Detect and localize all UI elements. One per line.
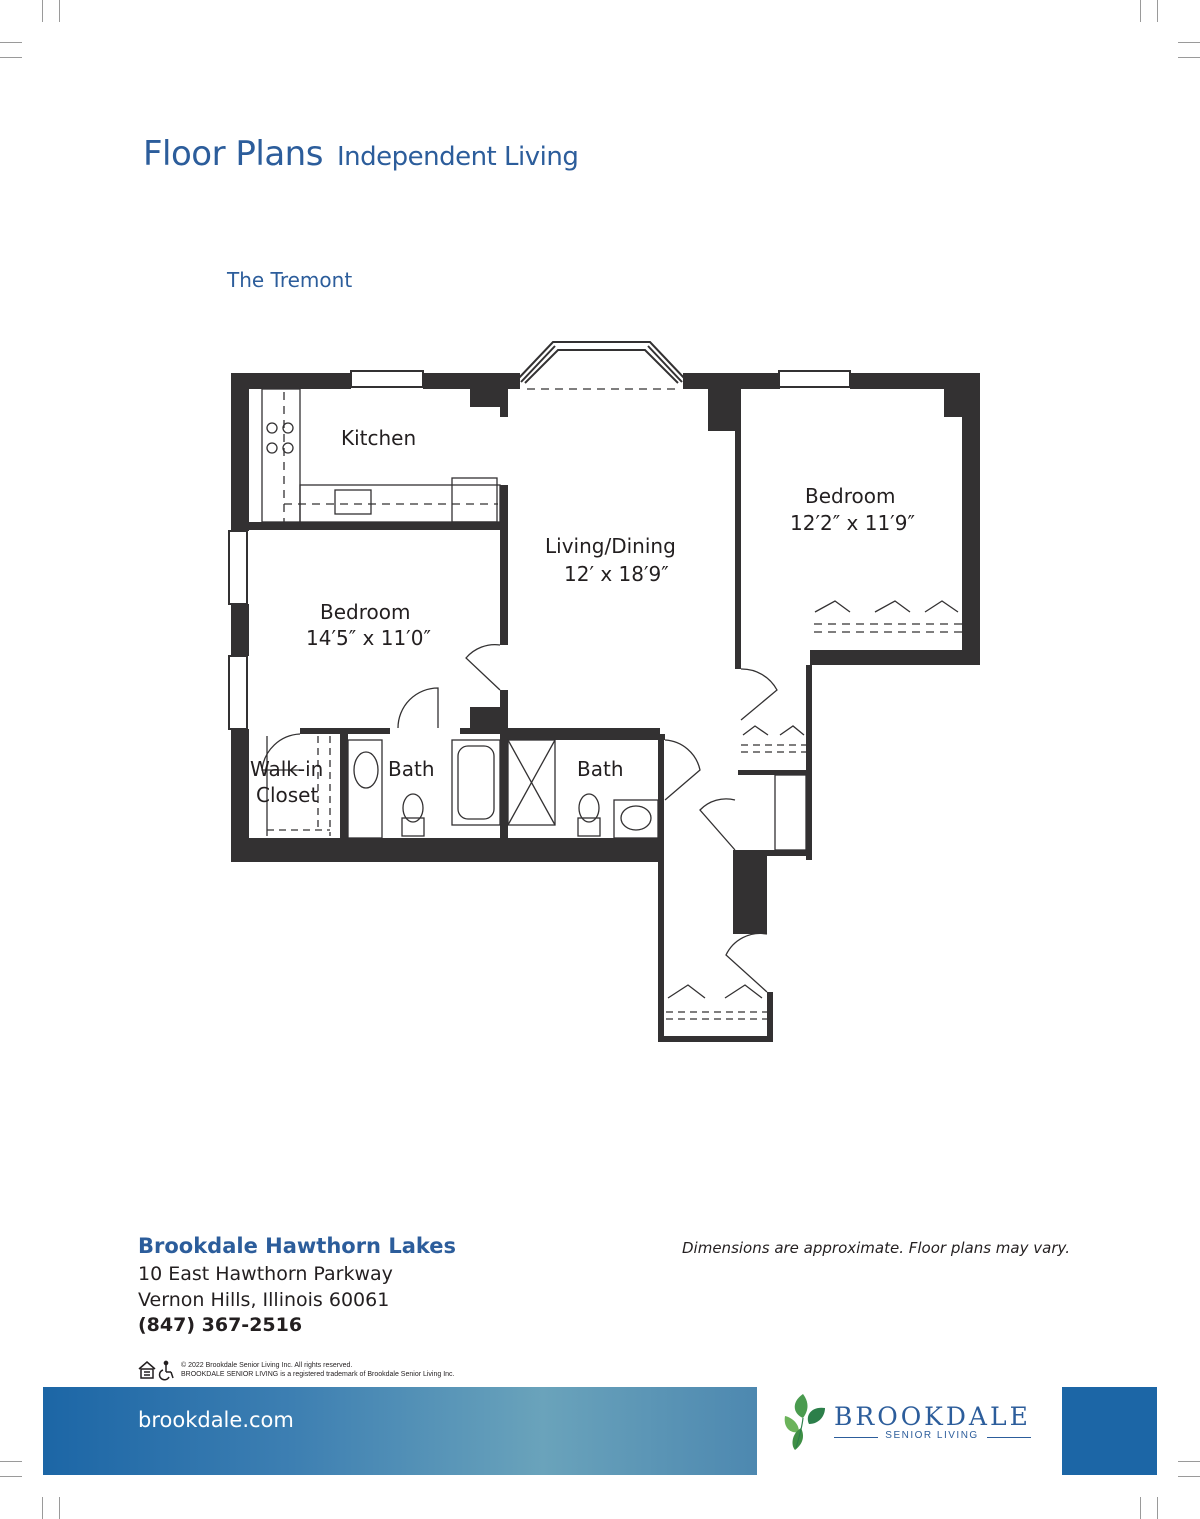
address-line-1: 10 East Hawthorn Parkway bbox=[138, 1263, 393, 1285]
walk-in-closet-label-2: Closet bbox=[256, 783, 319, 807]
crop-mark bbox=[1157, 1497, 1158, 1519]
trademark: BROOKDALE SENIOR LIVING is a registered trademark of Brookdale Senior Living Inc. bbox=[181, 1371, 455, 1378]
crop-mark bbox=[0, 42, 22, 43]
plan-name: The Tremont bbox=[227, 268, 353, 292]
crop-mark bbox=[1178, 1461, 1200, 1462]
legal-text bbox=[181, 1361, 455, 1379]
crop-mark bbox=[1178, 57, 1200, 58]
logo-wordmark: BROOKDALE bbox=[834, 1402, 1031, 1431]
crop-mark bbox=[1140, 1497, 1141, 1519]
legal-icons bbox=[138, 1360, 178, 1382]
crop-mark bbox=[1178, 1476, 1200, 1477]
crop-mark bbox=[1178, 42, 1200, 43]
bedroom1-dims: 14′5″ x 11′0″ bbox=[306, 626, 431, 650]
website-link[interactable]: brookdale.com bbox=[138, 1408, 294, 1432]
address-line-2: Vernon Hills, Illinois 60061 bbox=[138, 1289, 390, 1311]
crop-mark bbox=[1157, 0, 1158, 22]
banner-right-block bbox=[1062, 1387, 1157, 1475]
equal-housing-icon bbox=[139, 1362, 155, 1378]
crop-mark bbox=[59, 0, 60, 22]
page-subtitle: Independent Living bbox=[336, 142, 579, 172]
title-text: Floor Plans bbox=[143, 134, 323, 174]
logo-tagline: SENIOR LIVING bbox=[885, 1430, 979, 1441]
bath2-label: Bath bbox=[577, 757, 624, 781]
crop-mark bbox=[0, 1476, 22, 1477]
bedroom2-label: Bedroom bbox=[805, 484, 896, 508]
crop-mark bbox=[59, 1497, 60, 1519]
floor-plan bbox=[225, 335, 990, 1050]
page-title bbox=[143, 134, 578, 174]
crop-mark bbox=[42, 0, 43, 22]
windows bbox=[229, 342, 850, 729]
living-dining-dims: 12′ x 18′9″ bbox=[564, 562, 669, 586]
living-dining-label: Living/Dining bbox=[545, 534, 676, 558]
accessibility-icon bbox=[160, 1361, 173, 1379]
bedroom2-dims: 12′2″ x 11′9″ bbox=[790, 511, 915, 535]
disclaimer: Dimensions are approximate. Floor plans may vary. bbox=[682, 1239, 1070, 1257]
leaf-logo-icon bbox=[783, 1394, 828, 1450]
crop-mark bbox=[42, 1497, 43, 1519]
bedroom1-label: Bedroom bbox=[320, 600, 411, 624]
walls bbox=[231, 373, 980, 1042]
crop-mark bbox=[0, 1461, 22, 1462]
kitchen-label: Kitchen bbox=[341, 426, 417, 450]
phone-number[interactable]: (847) 367-2516 bbox=[138, 1314, 303, 1336]
community-name: Brookdale Hawthorn Lakes bbox=[138, 1234, 457, 1258]
crop-mark bbox=[1140, 0, 1141, 22]
crop-mark bbox=[0, 57, 22, 58]
walk-in-closet-label: Walk-in bbox=[250, 757, 324, 781]
bath1-label: Bath bbox=[388, 757, 435, 781]
copyright: © 2022 Brookdale Senior Living Inc. All rights reserved. bbox=[181, 1362, 353, 1369]
room-labels bbox=[250, 426, 915, 807]
